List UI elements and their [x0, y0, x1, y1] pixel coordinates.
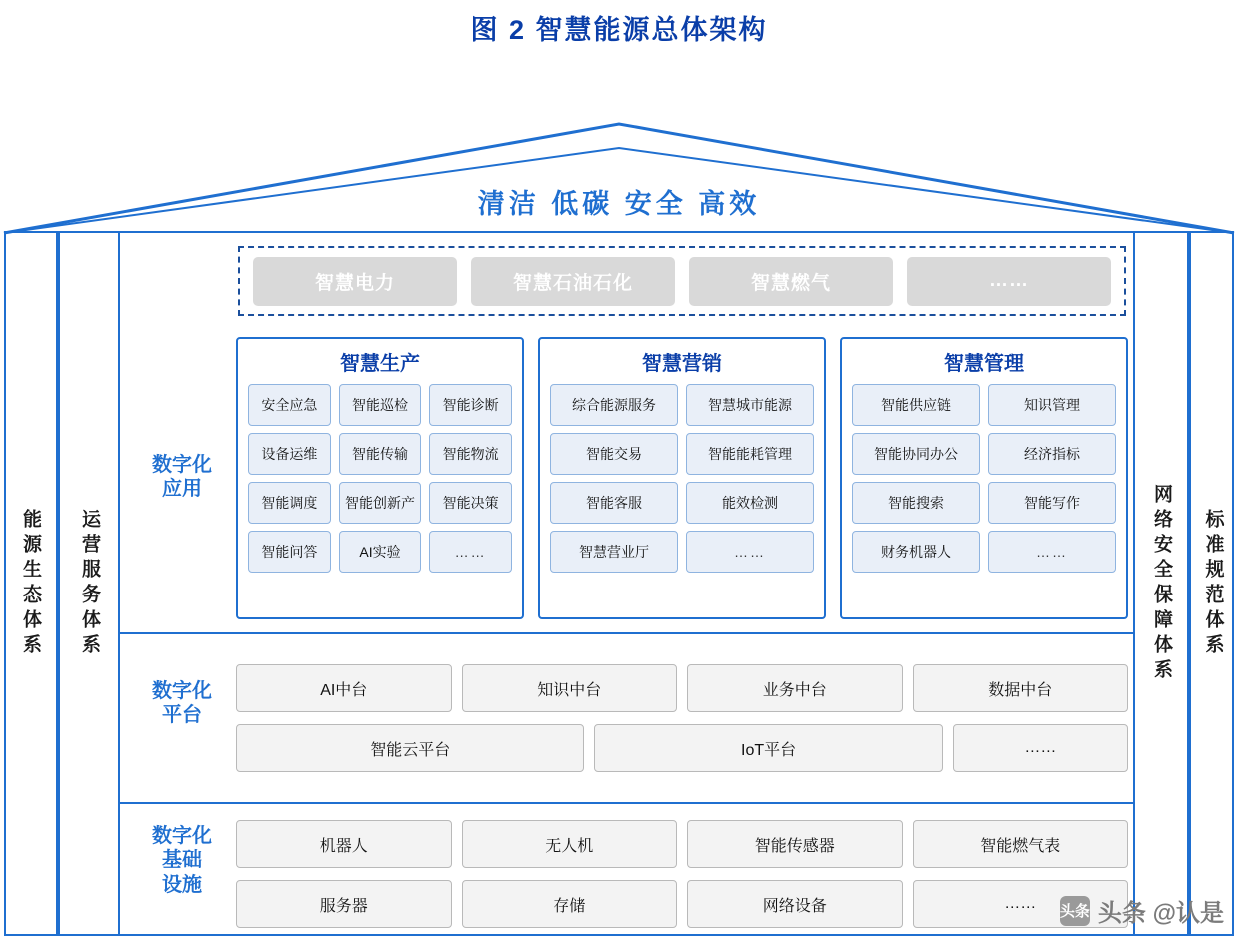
infrastructure-item[interactable]: 存储: [462, 880, 678, 928]
application-item[interactable]: 智能能耗管理: [686, 433, 814, 475]
infrastructure-item[interactable]: 智能传感器: [687, 820, 903, 868]
application-item[interactable]: 智能传输: [339, 433, 422, 475]
application-item[interactable]: 智能客服: [550, 482, 678, 524]
application-item[interactable]: 安全应急: [248, 384, 331, 426]
infrastructure-item[interactable]: 网络设备: [687, 880, 903, 928]
application-item[interactable]: 智能供应链: [852, 384, 980, 426]
infrastructure-row: [236, 820, 1128, 868]
application-item[interactable]: 智能搜索: [852, 482, 980, 524]
group-item-grid: [248, 384, 512, 573]
application-item[interactable]: 财务机器人: [852, 531, 980, 573]
layer-application: [120, 231, 1133, 634]
group-title: 智慧营销: [642, 353, 722, 375]
center-stack: [120, 231, 1133, 936]
application-item[interactable]: 智慧城市能源: [686, 384, 814, 426]
platform-item[interactable]: 数据中台: [913, 664, 1129, 712]
platform-item[interactable]: ……: [953, 724, 1128, 772]
network-security-system-label: 网络安全保障体系: [1150, 483, 1172, 684]
application-item[interactable]: 智能调度: [248, 482, 331, 524]
application-item[interactable]: 综合能源服务: [550, 384, 678, 426]
infrastructure-row: [236, 880, 1128, 928]
application-item[interactable]: ……: [429, 531, 512, 573]
group-title: 智慧生产: [340, 353, 420, 375]
layer-infrastructure-label: 数字化 基础 设施: [152, 825, 212, 896]
industry-chip[interactable]: ……: [907, 257, 1111, 306]
sidebar-item-operation-service-system: [58, 231, 120, 936]
sidebar-item-network-security-system: [1133, 231, 1189, 936]
platform-item[interactable]: 智能云平台: [236, 724, 584, 772]
application-item[interactable]: 智能写作: [988, 482, 1116, 524]
infrastructure-item[interactable]: 机器人: [236, 820, 452, 868]
roof-slogan: 清洁 低碳 安全 高效: [477, 189, 761, 219]
application-group: [538, 337, 826, 619]
sidebar-item-standard-spec-system: [1189, 231, 1234, 936]
page-title: 图 2 智慧能源总体架构: [470, 15, 768, 45]
application-groups: [236, 337, 1128, 619]
layer-platform-label: 数字化 平台: [152, 680, 212, 727]
sidebar-item-energy-eco-system: [4, 231, 58, 936]
application-item[interactable]: ……: [686, 531, 814, 573]
layer-platform: [120, 634, 1133, 804]
industry-chip-row: [238, 246, 1126, 316]
application-item[interactable]: 能效检测: [686, 482, 814, 524]
platform-item[interactable]: IoT平台: [594, 724, 942, 772]
application-group: [236, 337, 524, 619]
operation-service-system-label: 运营服务体系: [78, 508, 100, 659]
infrastructure-item[interactable]: 无人机: [462, 820, 678, 868]
industry-chip[interactable]: 智慧电力: [253, 257, 457, 306]
industry-chip[interactable]: 智慧石油石化: [471, 257, 675, 306]
industry-chip[interactable]: 智慧燃气: [689, 257, 893, 306]
group-item-grid: [852, 384, 1116, 573]
infrastructure-item[interactable]: ……: [913, 880, 1129, 928]
application-item[interactable]: 智能交易: [550, 433, 678, 475]
watermark: [1060, 893, 1224, 928]
application-item[interactable]: 智能物流: [429, 433, 512, 475]
application-group: [840, 337, 1128, 619]
application-item[interactable]: 智能协同办公: [852, 433, 980, 475]
infrastructure-item[interactable]: 智能燃气表: [913, 820, 1129, 868]
application-item[interactable]: 智能创新产: [339, 482, 422, 524]
application-item[interactable]: ……: [988, 531, 1116, 573]
platform-row: [236, 724, 1128, 772]
application-item[interactable]: 经济指标: [988, 433, 1116, 475]
application-item[interactable]: 智能诊断: [429, 384, 512, 426]
application-item[interactable]: 智能巡检: [339, 384, 422, 426]
watermark-text: 头条 @认是: [1097, 900, 1224, 927]
application-item[interactable]: 智能决策: [429, 482, 512, 524]
platform-item[interactable]: 知识中台: [462, 664, 678, 712]
group-item-grid: [550, 384, 814, 573]
watermark-logo-icon: 头条: [1060, 896, 1090, 926]
application-item[interactable]: 智能问答: [248, 531, 331, 573]
application-item[interactable]: 设备运维: [248, 433, 331, 475]
application-item[interactable]: AI实验: [339, 531, 422, 573]
infrastructure-item[interactable]: 服务器: [236, 880, 452, 928]
standard-spec-system-label: 标准规范体系: [1202, 508, 1224, 659]
energy-eco-system-label: 能源生态体系: [19, 508, 41, 659]
layer-infrastructure: [120, 804, 1133, 936]
application-item[interactable]: 知识管理: [988, 384, 1116, 426]
group-title: 智慧管理: [944, 353, 1024, 375]
platform-row: [236, 664, 1128, 712]
application-item[interactable]: 智慧营业厅: [550, 531, 678, 573]
platform-item[interactable]: 业务中台: [687, 664, 903, 712]
layer-application-label: 数字化 应用: [152, 454, 212, 501]
platform-item[interactable]: AI中台: [236, 664, 452, 712]
